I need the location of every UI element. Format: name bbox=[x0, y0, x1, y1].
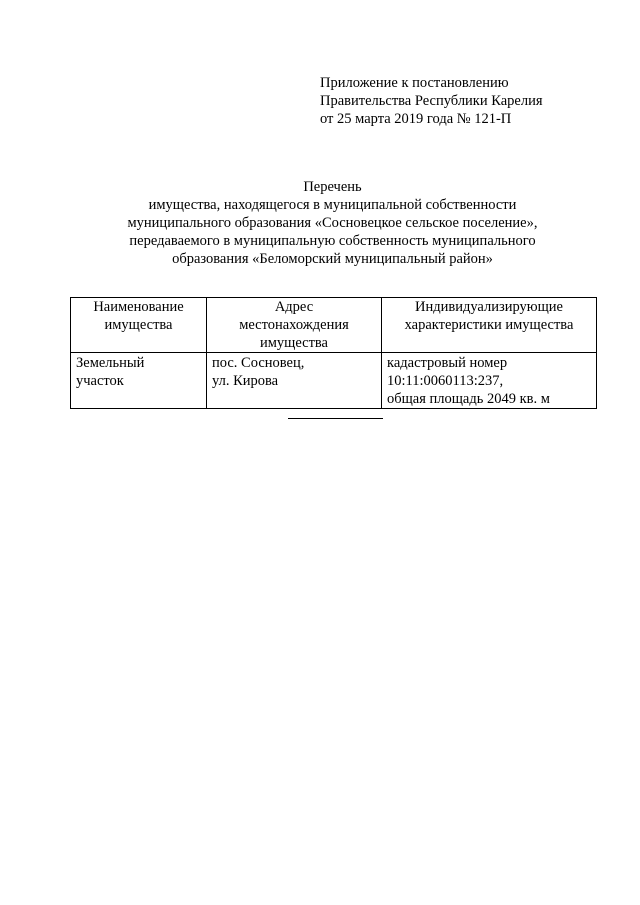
closing-rule bbox=[288, 418, 383, 419]
heading-line: образования «Беломорский муниципальный район» bbox=[172, 251, 493, 267]
header-text: имущества bbox=[259, 335, 328, 351]
property-table bbox=[70, 297, 597, 409]
header-text: Адрес bbox=[274, 299, 314, 315]
cell-name bbox=[71, 353, 207, 409]
header-text: Наименование bbox=[93, 299, 184, 315]
cell-text: пос. Сосновец, bbox=[212, 355, 305, 371]
header-text: характеристики имущества bbox=[404, 317, 574, 333]
appendix-line: Приложение к постановлению bbox=[320, 75, 509, 91]
table-header-row bbox=[71, 298, 597, 353]
cell-text: общая площадь 2049 кв. м bbox=[387, 391, 550, 407]
cell-address bbox=[207, 353, 382, 409]
document-heading bbox=[70, 178, 595, 268]
appendix-line: Правительства Республики Карелия bbox=[320, 93, 543, 109]
cell-text: кадастровый номер bbox=[387, 355, 508, 371]
cell-characteristics bbox=[382, 353, 597, 409]
header-text: местонахождения bbox=[239, 317, 349, 333]
heading-line: имущества, находящегося в муниципальной собственности bbox=[148, 197, 517, 213]
cell-text: Земельный bbox=[76, 355, 145, 371]
cell-text: ул. Кирова bbox=[212, 373, 279, 389]
header-text: Индивидуализирующие bbox=[415, 299, 563, 315]
cell-text: 10:11:0060113:237, bbox=[387, 373, 504, 389]
appendix-line: от 25 марта 2019 года № 121-П bbox=[320, 111, 512, 127]
header-text: имущества bbox=[104, 317, 173, 333]
appendix-note bbox=[320, 74, 620, 128]
heading-line: муниципального образования «Сосновецкое сельское поселение», bbox=[127, 215, 538, 231]
column-header-address bbox=[207, 298, 382, 353]
heading-line: передаваемого в муниципальную собственность муниципального bbox=[129, 233, 536, 249]
document-title: Перечень bbox=[303, 179, 362, 195]
table-row bbox=[71, 353, 597, 409]
column-header-characteristics bbox=[382, 298, 597, 353]
column-header-name bbox=[71, 298, 207, 353]
cell-text: участок bbox=[76, 373, 124, 389]
